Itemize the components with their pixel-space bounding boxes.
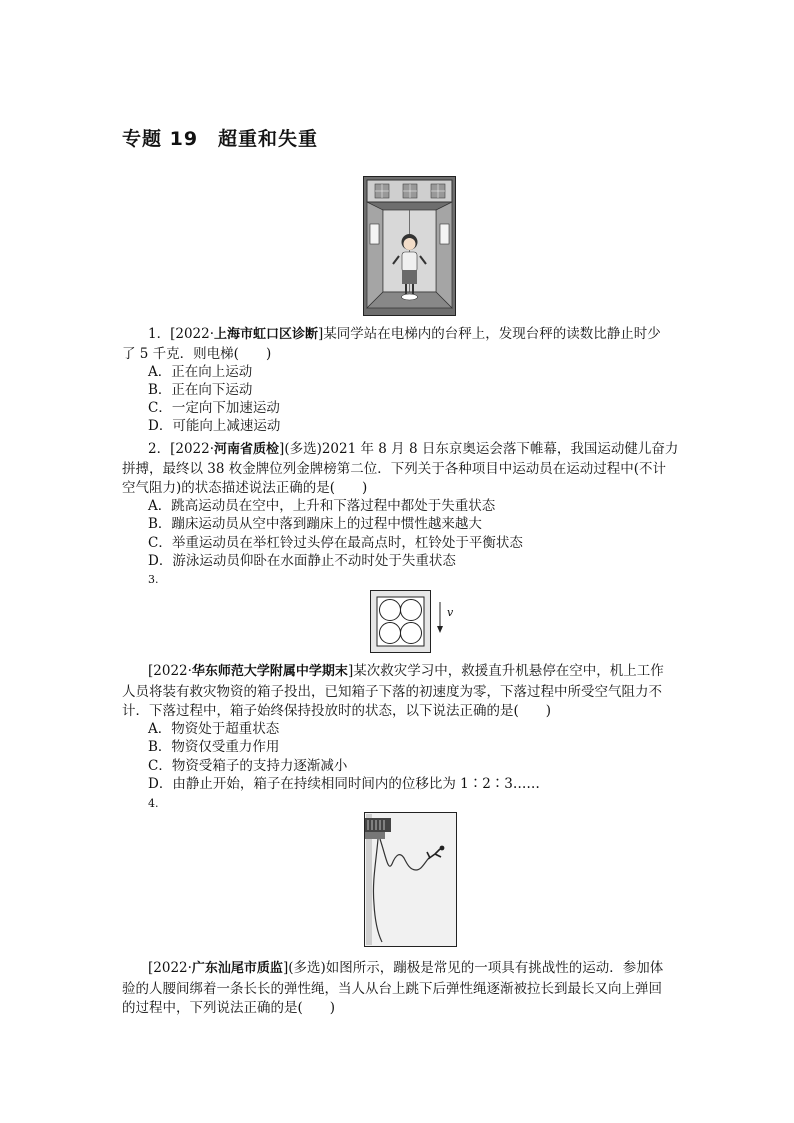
q4-stem-text: (多选)如图所示，蹦极是常见的一项具有挑战性的运动．参加体 xyxy=(288,960,664,976)
q1-source-close: ] xyxy=(318,326,324,342)
bungee-figure xyxy=(364,812,457,947)
q3-source-open: [2022· xyxy=(148,663,192,679)
q1-stem-text: 某同学站在电梯内的台秤上，发现台秤的读数比静止时少 xyxy=(323,326,661,342)
q2-source-open: [2022· xyxy=(170,441,215,457)
q1-source: 上海市虹口区诊断 xyxy=(214,327,319,342)
velocity-label: v xyxy=(447,606,454,619)
q2-option-b: B．蹦床运动员从空中落到蹦床上的过程中惯性越来越大 xyxy=(148,516,482,532)
q3-source: 华东师范大学附属中学期末 xyxy=(191,664,348,679)
q3-source-close: ] xyxy=(347,663,354,679)
q2-stem-text: (多选)2021 年 8 月 8 日东京奥运会落下帷幕，我国运动健儿奋力 xyxy=(284,441,679,457)
q3-option-a: A．物资处于超重状态 xyxy=(148,721,280,737)
q3-option-d: D．由静止开始，箱子在持续相同时间内的位移比为 1∶2∶3…… xyxy=(148,776,540,792)
q1-stem-line1 xyxy=(148,325,661,344)
q2-option-a: A．跳高运动员在空中，上升和下落过程中都处于失重状态 xyxy=(148,498,496,514)
box-illustration xyxy=(370,590,465,654)
bungee-illustration xyxy=(364,812,457,947)
q1-number: 1． xyxy=(148,326,171,342)
q1-option-d: D．可能向上减速运动 xyxy=(148,418,281,434)
q3-stem-line2: 人员将装有救灾物资的箱子投出，已知箱子下落的初速度为零，下落过程中所受空气阻力不 xyxy=(122,684,662,700)
q3-stem-line3: 计．下落过程中，箱子始终保持投放时的状态，以下说法正确的是( ) xyxy=(122,703,552,719)
q2-source: 河南省质检 xyxy=(214,442,280,457)
q1-source-open: [2022· xyxy=(170,326,215,342)
box-figure xyxy=(370,590,465,654)
q1-stem-line2: 了 5 千克．则电梯( ) xyxy=(122,346,272,362)
page-title: 专题 19 超重和失重 xyxy=(122,128,319,150)
q4-source: 广东汕尾市质监 xyxy=(191,961,283,976)
q1-option-a: A．正在向上运动 xyxy=(148,364,253,380)
q4-stem-line1 xyxy=(148,959,663,978)
q3-number: 3. xyxy=(148,573,159,586)
q2-stem-line2: 拼搏，最终以 38 枚金牌位列金牌榜第二位．下列关于各种项目中运动员在运动过程中(不计 xyxy=(122,461,667,477)
q3-stem-text: 某次救灾学习中，救援直升机悬停在空中，机上工作 xyxy=(353,663,664,679)
q4-number: 4. xyxy=(148,797,159,810)
q2-option-c: C．举重运动员在举杠铃过头停在最高点时，杠铃处于平衡状态 xyxy=(148,535,523,551)
q2-option-d: D．游泳运动员仰卧在水面静止不动时处于失重状态 xyxy=(148,553,456,569)
q1-option-c: C．一定向下加速运动 xyxy=(148,400,280,416)
elevator-illustration xyxy=(363,176,456,316)
q2-stem-line3: 空气阻力)的状态描述说法正确的是( ) xyxy=(122,480,368,496)
q4-source-open: [2022· xyxy=(148,960,192,976)
elevator-figure xyxy=(363,176,456,316)
q2-number: 2． xyxy=(148,441,171,457)
q2-stem-line1 xyxy=(148,440,678,459)
q3-option-c: C．物资受箱子的支持力逐渐减小 xyxy=(148,758,348,774)
q3-stem-line1 xyxy=(148,662,664,681)
q4-stem-line2: 验的人腰间绑着一条长长的弹性绳，当人从台上跳下后弹性绳逐渐被拉长到最长又向上弹回 xyxy=(122,981,662,997)
q1-option-b: B．正在向下运动 xyxy=(148,382,253,398)
q4-source-close: ] xyxy=(282,960,289,976)
q2-source-close: ] xyxy=(279,441,285,457)
q3-option-b: B．物资仅受重力作用 xyxy=(148,739,280,755)
q4-stem-line3: 的过程中，下列说法正确的是( ) xyxy=(122,1000,336,1016)
